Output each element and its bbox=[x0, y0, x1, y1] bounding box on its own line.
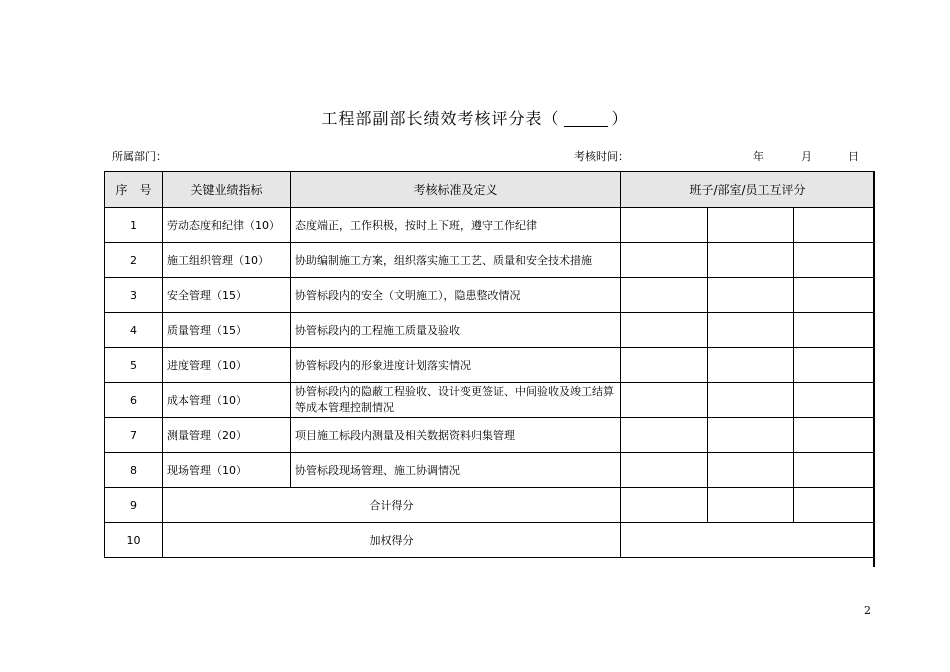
score-cell-dept[interactable] bbox=[708, 313, 794, 348]
score-cell-team[interactable] bbox=[621, 418, 708, 453]
table-row bbox=[105, 453, 875, 488]
department-label: 所属部门： bbox=[112, 150, 167, 163]
table-row bbox=[105, 313, 875, 348]
title-blank-line bbox=[564, 110, 608, 127]
score-cell-dept[interactable] bbox=[708, 488, 794, 523]
score-cell-staff[interactable] bbox=[794, 488, 875, 523]
weighted-score-row bbox=[105, 523, 875, 558]
assessment-table bbox=[104, 171, 875, 558]
weighted-score-cell[interactable] bbox=[621, 523, 875, 558]
score-cell-dept[interactable] bbox=[708, 383, 794, 418]
row-seq: 6 bbox=[105, 383, 163, 418]
row-seq: 7 bbox=[105, 418, 163, 453]
row-standard: 协助编制施工方案，组织落实施工工艺、质量和安全技术措施 bbox=[291, 243, 621, 278]
score-cell-staff[interactable] bbox=[794, 313, 875, 348]
table-row bbox=[105, 208, 875, 243]
score-cell-team[interactable] bbox=[621, 348, 708, 383]
table-row bbox=[105, 348, 875, 383]
row-kpi: 成本管理（10） bbox=[163, 383, 291, 418]
row-seq: 2 bbox=[105, 243, 163, 278]
score-cell-staff[interactable] bbox=[794, 418, 875, 453]
total-score-label: 合计得分 bbox=[163, 488, 621, 523]
score-cell-dept[interactable] bbox=[708, 418, 794, 453]
score-cell-team[interactable] bbox=[621, 208, 708, 243]
score-cell-team[interactable] bbox=[621, 488, 708, 523]
title-close: ） bbox=[611, 109, 629, 128]
row-standard: 协管标段内的隐蔽工程验收、设计变更签证、中间验收及竣工结算等成本管理控制情况 bbox=[291, 383, 621, 418]
row-seq: 3 bbox=[105, 278, 163, 313]
weighted-score-label: 加权得分 bbox=[163, 523, 621, 558]
score-cell-dept[interactable] bbox=[708, 453, 794, 488]
row-kpi: 安全管理（15） bbox=[163, 278, 291, 313]
score-cell-team[interactable] bbox=[621, 313, 708, 348]
score-cell-team[interactable] bbox=[621, 453, 708, 488]
row-kpi: 进度管理（10） bbox=[163, 348, 291, 383]
row-standard: 协管标段内的安全（文明施工），隐患整改情况 bbox=[291, 278, 621, 313]
header-row bbox=[105, 172, 875, 208]
score-cell-staff[interactable] bbox=[794, 383, 875, 418]
row-standard: 协管标段内的形象进度计划落实情况 bbox=[291, 348, 621, 383]
assessment-time-label: 考核时间： bbox=[574, 150, 629, 163]
total-score-row bbox=[105, 488, 875, 523]
score-cell-dept[interactable] bbox=[708, 208, 794, 243]
row-kpi: 测量管理（20） bbox=[163, 418, 291, 453]
row-seq: 9 bbox=[105, 488, 163, 523]
row-standard: 项目施工标段内测量及相关数据资料归集管理 bbox=[291, 418, 621, 453]
page-title bbox=[0, 106, 950, 129]
row-kpi: 劳动态度和纪律（10） bbox=[163, 208, 291, 243]
row-seq: 8 bbox=[105, 453, 163, 488]
table-row bbox=[105, 383, 875, 418]
title-text: 工程部副部长绩效考核评分表（ bbox=[321, 109, 560, 128]
row-kpi: 质量管理（15） bbox=[163, 313, 291, 348]
table-row bbox=[105, 418, 875, 453]
header-standard: 考核标准及定义 bbox=[291, 172, 621, 208]
header-score: 班子/部室/员工互评分 bbox=[621, 172, 875, 208]
score-cell-dept[interactable] bbox=[708, 278, 794, 313]
day-label: 日 bbox=[848, 150, 859, 163]
row-seq: 1 bbox=[105, 208, 163, 243]
header-kpi: 关键业绩指标 bbox=[163, 172, 291, 208]
month-label: 月 bbox=[801, 150, 812, 163]
row-seq: 4 bbox=[105, 313, 163, 348]
score-cell-dept[interactable] bbox=[708, 243, 794, 278]
table-row bbox=[105, 278, 875, 313]
score-cell-staff[interactable] bbox=[794, 348, 875, 383]
year-label: 年 bbox=[753, 150, 764, 163]
row-kpi: 施工组织管理（10） bbox=[163, 243, 291, 278]
row-standard: 协管标段内的工程施工质量及验收 bbox=[291, 313, 621, 348]
header-seq: 序 号 bbox=[105, 172, 163, 208]
score-cell-team[interactable] bbox=[621, 383, 708, 418]
row-seq: 5 bbox=[105, 348, 163, 383]
row-kpi: 现场管理（10） bbox=[163, 453, 291, 488]
table-right-border bbox=[873, 171, 875, 567]
score-cell-staff[interactable] bbox=[794, 453, 875, 488]
score-cell-staff[interactable] bbox=[794, 243, 875, 278]
score-cell-staff[interactable] bbox=[794, 208, 875, 243]
table-row bbox=[105, 243, 875, 278]
row-standard: 协管标段现场管理、施工协调情况 bbox=[291, 453, 621, 488]
row-seq: 10 bbox=[105, 523, 163, 558]
score-cell-staff[interactable] bbox=[794, 278, 875, 313]
row-standard: 态度端正，工作积极，按时上下班，遵守工作纪律 bbox=[291, 208, 621, 243]
score-cell-team[interactable] bbox=[621, 243, 708, 278]
score-cell-team[interactable] bbox=[621, 278, 708, 313]
score-cell-dept[interactable] bbox=[708, 348, 794, 383]
page-number: 2 bbox=[864, 604, 871, 617]
